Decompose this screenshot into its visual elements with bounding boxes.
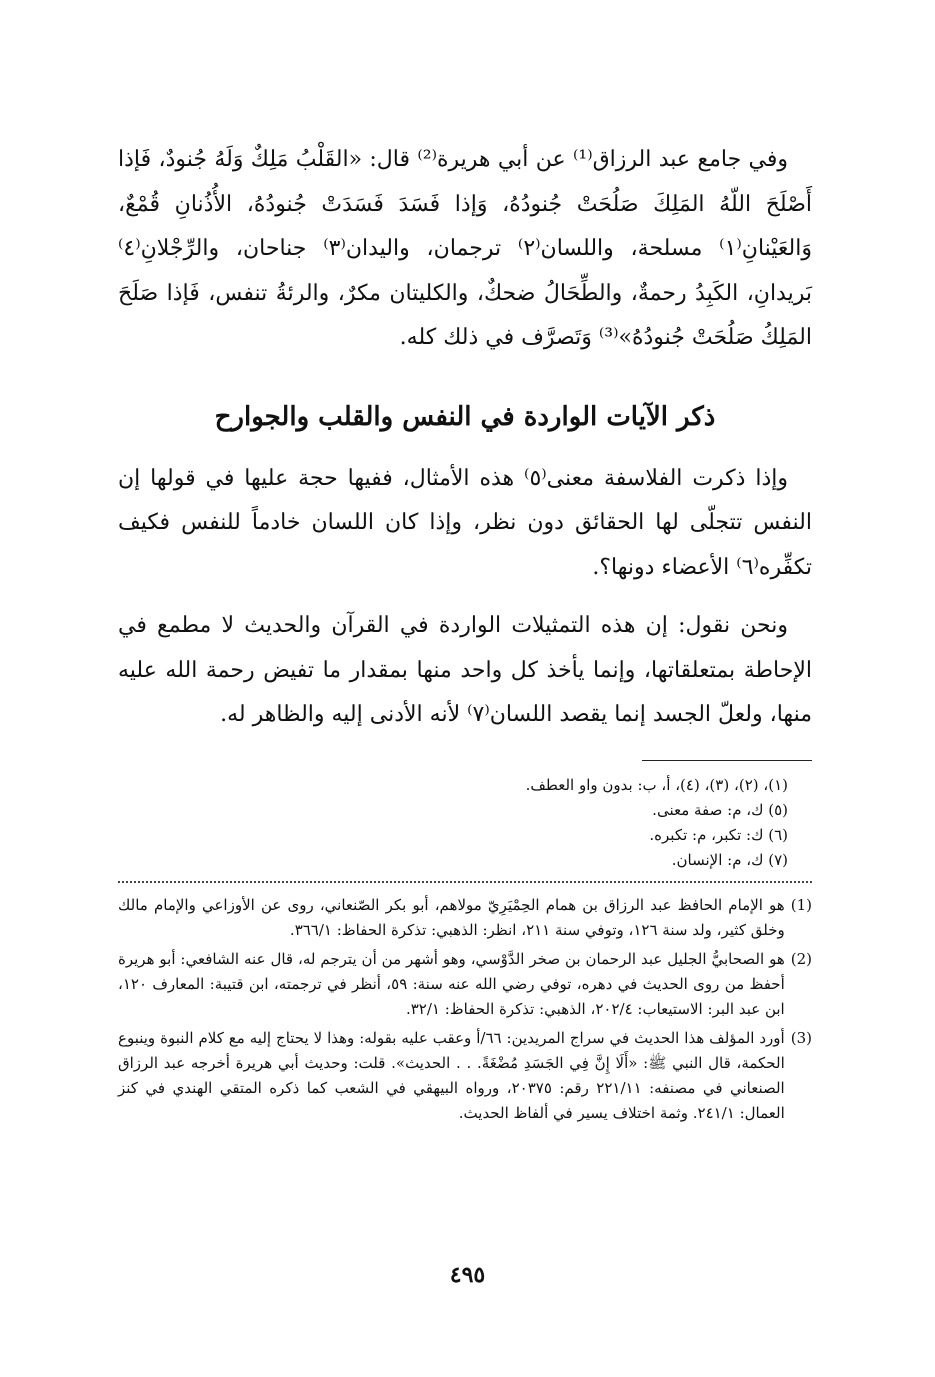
footnote-2 [118,947,812,1022]
footnote-number: (2) [790,949,812,968]
footnote-text: هو الإمام الحافظ عبد الرزاق بن همام الحِمْيَرِيّ مولاهم، أبو بكر الصّنعاني، روى عن الأوزاعي والإمام مالك وخلق كثير، ولد سنة ١٢٦، وتوفي سنة ٢١١، انظر: الذهبي: تذكرة الحفاظ: ٣٦٦/١. [118,895,785,939]
footnote-1 [118,893,812,943]
dotted-divider [118,881,812,883]
variant-note: (٧) ك، م: الإنسان. [671,850,788,869]
page-body [118,138,812,1130]
footnotes [118,893,812,1126]
footnote-3 [118,1026,812,1126]
footnote-text: هو الصحابيُّ الجليل عبد الرحمان بن صخر الدَّوْسي، وهو أشهر من أن يترجم له، قال عنه الشافعي: أبو هريرة أحفظ من روى الحديث في دهره، توفي رضي الله عنه سنة: ٥٩، أنظر في ترجمته، ابن قتيبة: المعارف ١٢٠، ابن عبد البر: الاستيعاب: ٢٠٢/٤، الذهبي: تذكرة الحفاظ: ٣٢/١. [118,949,785,1018]
footnote-separator [642,760,812,761]
footnote-number: (3) [790,1028,812,1047]
body-paragraph-2: وإذا ذكرت الفلاسفة معنى⁽٥⁾ هذه الأمثال، ففيها حجة عليها في قولها إن النفس تتجلّى لها الحقائق دون نظر، وإذا كان اللسان خادماً للنفس فكيف تكفِّره⁽٦⁾ الأعضاء دونها؟. [118,465,812,580]
paragraph-gap [118,590,812,604]
variant-note: (٦) ك: تكبر، م: تكبره. [649,825,788,844]
page-number: ٤٩٥ [449,1262,486,1288]
variant-notes [118,773,812,873]
variant-note: (١)، (٢)، (٣)، (٤)، أ، ب: بدون واو العطف. [525,775,788,794]
section-heading: ذكر الآيات الواردة في النفس والقلب والجوارح [214,401,716,432]
body-paragraph-1: وفي جامع عبد الرزاق⁽¹⁾ عن أبي هريرة⁽²⁾ قال: «القَلْبُ مَلِكٌ وَلَهُ جُنودٌ، فَإذا أَصْلَحَ اللّهُ المَلِكَ صَلُحَتْ جُنودُهُ، وَإذا فَسَدَ فَسَدَتْ جُنودُهُ، الأُذُنانِ قُمْعٌ، وَالعَيْنانِ⁽١⁾ مسلحة، واللسان⁽٢⁾ ترجمان، واليدان⁽٣⁾ جناحان، والرِّجْلانِ⁽٤⁾ بَريدانِ، الكَبِدُ رحمةٌ، والطِّحَالُ ضحكٌ، والكليتان مكرٌ، والرئةُ تنفس، فَإذا صَلَحَ المَلِكُ صَلُحَتْ جُنودُهُ»⁽³⁾ وَتَصرَّف في ذلك كله. [118,147,812,350]
footnote-text: أورد المؤلف هذا الحديث في سراج المريدين: ٦٦/أ وعقب عليه بقوله: وهذا لا يحتاج إليه مع كلام النبوة وينبوع الحكمة، قال النبي ﷺ: «أَلَا إِنَّ فِي الجَسَدِ مُضْغَةً. . . الحديث». قلت: وحديث أبي هريرة أخرجه عبد الرزاق الصنعاني في مصنفه: ٢٢١/١١ رقم: ٢٠٣٧٥، ورواه البيهقي في الشعب كما ذكره المتقي الهندي في كنز العمال: ٢٤١/١. وثمة اختلاف يسير في ألفاظ الحديث. [118,1028,785,1122]
footnote-number: (1) [790,895,812,914]
variant-note: (٥) ك، م: صفة معنى. [652,800,788,819]
body-paragraph-3: ونحن نقول: إن هذه التمثيلات الواردة في القرآن والحديث لا مطمع في الإحاطة بمتعلقاتها، وإنما يأخذ كل واحد منها بمقدار ما تفيض رحمة الله عليه منها، ولعلّ الجسد إنما يقصد اللسان⁽٧⁾ لأنه الأدنى إليه والظاهر له. [118,613,812,727]
